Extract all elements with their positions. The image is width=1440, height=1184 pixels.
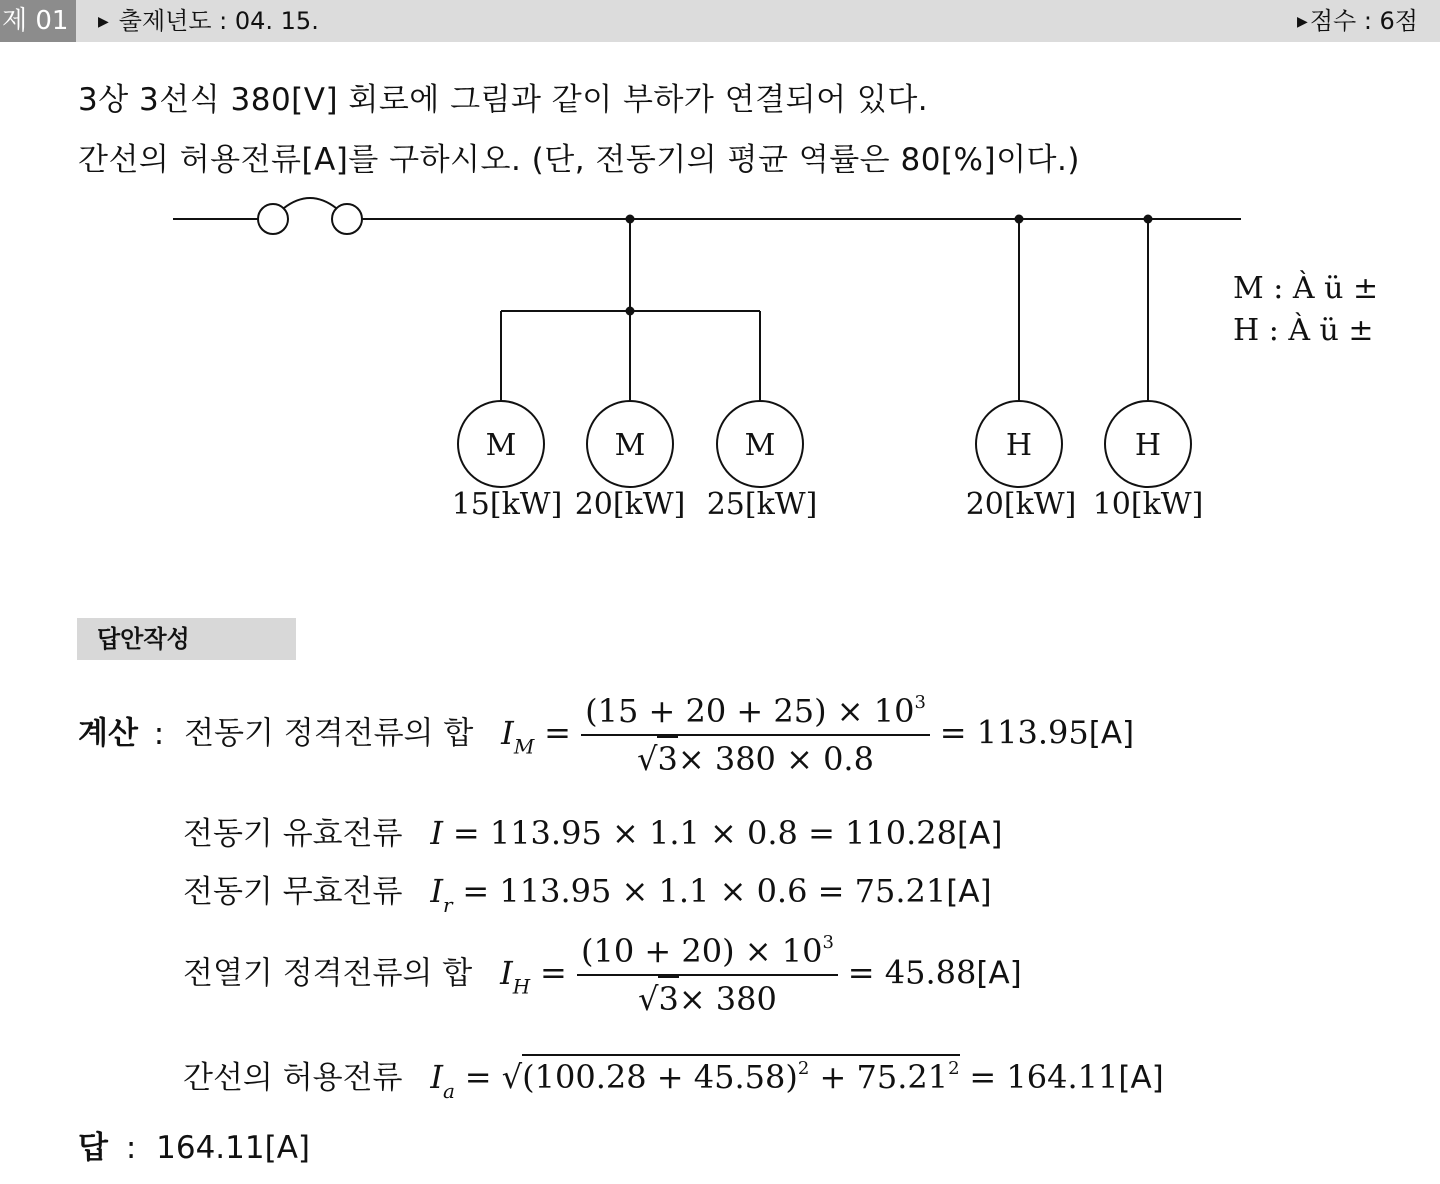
junction-dot xyxy=(626,215,635,224)
step-5-result: = 164.11 xyxy=(969,1058,1119,1096)
step-4-text: 전열기 정격전류의 합 xyxy=(183,955,473,992)
step-1-denominator: × 380 × 0.8 xyxy=(677,740,874,778)
exam-year xyxy=(98,0,319,42)
step-4-denominator: × 380 xyxy=(678,980,777,1018)
header-bar xyxy=(0,0,1440,42)
calc-step-5: 간선의 허용전류 $I_a = √(100.28 + 45.58)^2 + 75.21^2 = 164.11[A]$ xyxy=(183,1052,1164,1103)
legend-heater: H : À ü ± xyxy=(1233,313,1374,348)
step-5-text: 간선의 허용전류 xyxy=(183,1060,403,1096)
step-1-numerator: (15 + 20 + 25) × 10 xyxy=(585,692,915,730)
question-line-2: 간선의 허용전류[A]를 구하시오. (단, 전동기의 평균 역률은 80[%]이다.) xyxy=(78,142,1080,178)
step-4-fraction: $\frac{(10 + 20) \times 10^3}{√3\times 380}$ xyxy=(577,932,838,1018)
switch-arc xyxy=(284,198,336,208)
score-text: 점수 : 6점 xyxy=(1309,7,1418,35)
motor-symbol: M xyxy=(485,428,517,463)
junction-dot xyxy=(1015,215,1024,224)
step-1-result: = 113.95 xyxy=(939,713,1089,752)
calc-step-1: 계산 : 전동기 정격전류의 합 $I_M$ = $\frac{(15 + 20 + 25) \times 10^3}{√3\times 380 \times 0.8}$ = 113.95[A] xyxy=(78,692,1135,778)
motor-rating: 25[kW] xyxy=(706,487,818,522)
calc-step-3: 전동기 무효전류 $I_r = 113.95 \times 1.1 \times 0.6 = 75.21[A]$ xyxy=(183,872,992,917)
step-4-result: = 45.88 xyxy=(847,953,977,992)
circuit-diagram xyxy=(0,190,1440,530)
final-answer: 답 : 164.11[A] xyxy=(78,1130,310,1166)
calc-label: 계산 xyxy=(78,715,138,752)
step-2-expression: = 113.95 × 1.1 × 0.8 = 110.28 xyxy=(452,814,958,852)
question-number: 제 01 xyxy=(0,0,76,42)
question-line-1: 3상 3선식 380[V] 회로에 그림과 같이 부하가 연결되어 있다. xyxy=(78,82,929,118)
motor-rating: 15[kW] xyxy=(451,487,563,522)
step-3-text: 전동기 무효전류 xyxy=(183,874,403,910)
step-3-expression: = 113.95 × 1.1 × 0.6 = 75.21 xyxy=(462,872,947,910)
step-5-radicand: $(100.28 + 45.58)^2 + 75.21^2$ xyxy=(522,1054,959,1096)
answer-section-label-text: 답안작성 xyxy=(97,625,190,653)
switch-contact-left xyxy=(258,204,288,234)
junction-dot xyxy=(626,307,635,316)
step-4-numerator: (10 + 20) × 10 xyxy=(581,932,823,970)
score xyxy=(1297,0,1418,42)
calc-step-2: 전동기 유효전류 I = 113.95 × 1.1 × 0.8 = 110.28[A] xyxy=(183,814,1003,852)
step-1-fraction: $\frac{(15 + 20 + 25) \times 10^3}{√3\times 380 \times 0.8}$ xyxy=(581,692,930,778)
switch-contact-right xyxy=(332,204,362,234)
step-1-text: 전동기 정격전류의 합 xyxy=(184,715,474,752)
answer-value: 164.11[A] xyxy=(156,1130,310,1166)
legend-motor: M : À ü ± xyxy=(1233,271,1379,306)
heater-symbol: H xyxy=(1005,428,1033,463)
heater-rating: 20[kW] xyxy=(965,487,1077,522)
calc-step-4: 전열기 정격전류의 합 $I_H$ = $\frac{(10 + 20) \times 10^3}{√3\times 380}$ = 45.88[A] xyxy=(183,932,1022,1018)
triangle-right-icon: ▶ xyxy=(98,14,109,30)
motor-symbol: M xyxy=(614,428,646,463)
motor-rating: 20[kW] xyxy=(574,487,686,522)
step-2-text: 전동기 유효전류 xyxy=(183,816,403,852)
answer-section-label xyxy=(77,618,296,660)
exam-year-text: 출제년도 : 04. 15. xyxy=(118,7,319,35)
heater-rating: 10[kW] xyxy=(1092,487,1204,522)
triangle-right-icon: ▶ xyxy=(1297,14,1308,30)
heater-symbol: H xyxy=(1134,428,1162,463)
junction-dot xyxy=(1144,215,1153,224)
answer-label: 답 xyxy=(78,1130,108,1166)
motor-symbol: M xyxy=(744,428,776,463)
